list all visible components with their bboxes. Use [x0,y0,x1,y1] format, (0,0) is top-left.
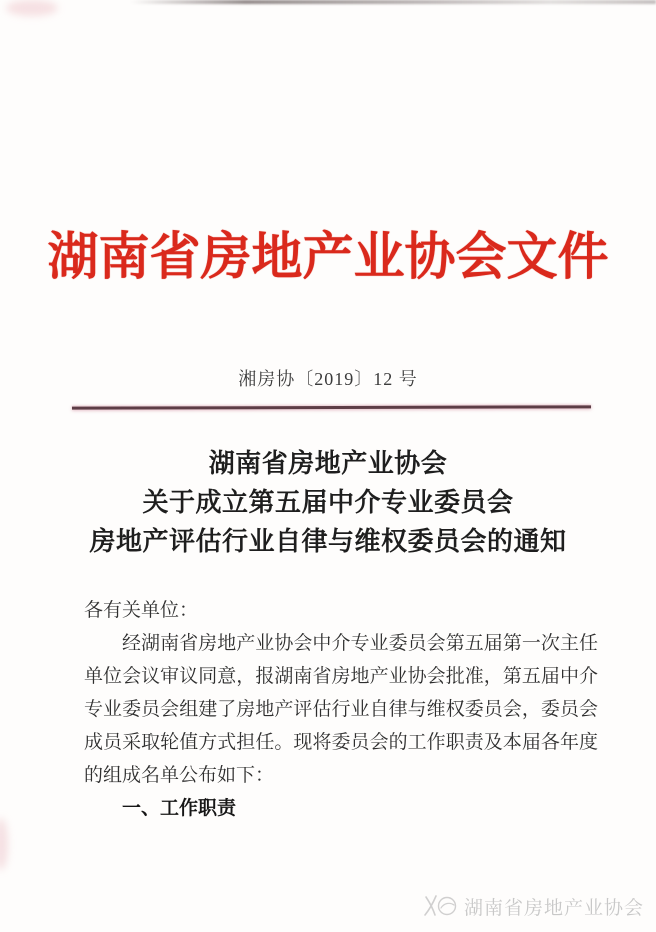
main-paragraph: 经湖南省房地产业协会中介专业委员会第五届第一次主任单位会议审议同意，报湖南省房地产业协会批准，第五届中介专业委员会组建了房地产评估行业自律与维权委员会，委员会成员采取轮值方式担任。现将委员会的工作职责及本届各年度的组成名单公布如下： [84,633,598,786]
scan-artifact-top-edge [130,0,656,4]
notice-title [0,444,656,561]
scan-artifact-smudge-left [0,818,8,870]
footer-watermark-text: 湖南省房地产业协会 [463,897,644,919]
section-heading-work-duties: 一、工作职责 [122,798,237,819]
letterhead-rule [72,405,591,409]
letterhead-title: 湖南省房地产业协会文件 [47,230,609,286]
document-number: 湘房协〔2019〕12 号 [238,369,418,389]
salutation: 各有关单位： [84,600,199,621]
notice-title-line-1: 湖南省房地产业协会 [208,449,448,478]
scan-artifact-smudge-topleft [6,0,58,16]
document-body [84,594,598,825]
notice-title-line-2: 关于成立第五届中介专业委员会 [142,488,514,517]
association-logo-icon [424,894,458,918]
footer-watermark [424,894,644,918]
notice-title-line-3: 房地产评估行业自律与维权委员会的通知 [89,527,567,556]
